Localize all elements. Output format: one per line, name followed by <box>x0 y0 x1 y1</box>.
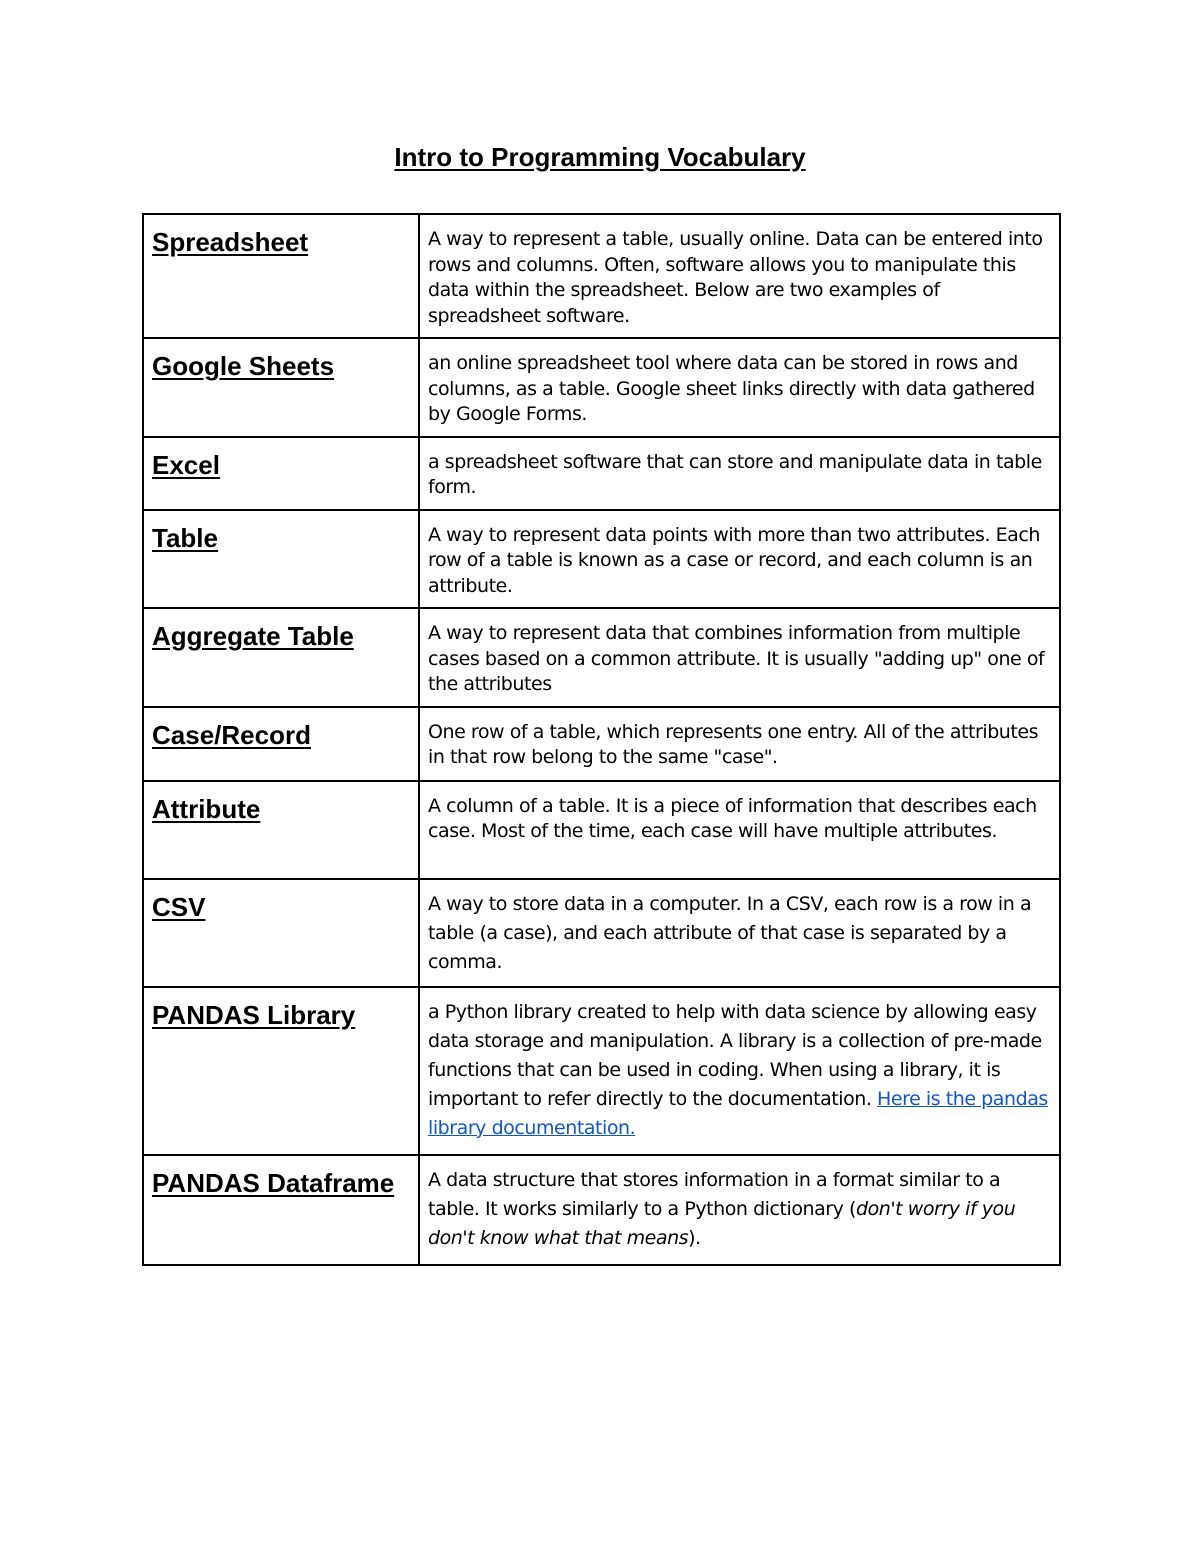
term-label: Google Sheets <box>152 351 335 381</box>
table-row <box>143 214 1060 338</box>
term-label: PANDAS Library <box>152 999 356 1030</box>
table-row <box>143 707 1060 781</box>
definition-text: A way to represent data that combines information from multiple cases based on a common attribute. It is usually "adding up" one of the attributes <box>428 622 1045 695</box>
term-label: Excel <box>152 449 220 480</box>
term-cell <box>143 437 419 510</box>
table-row <box>143 879 1060 987</box>
definition-cell <box>419 879 1060 987</box>
definition-cell <box>419 214 1060 338</box>
term-label: CSV <box>152 891 206 922</box>
definition-cell <box>419 781 1060 879</box>
definition-text: A column of a table. It is a piece of information that describes each case. Most of the time, each case will have multiple attributes. <box>428 794 1037 842</box>
table-row <box>143 1155 1060 1265</box>
definition-closing: ). <box>688 1226 701 1249</box>
pandas-documentation-link[interactable]: Here is the pandas library documentation. <box>428 1087 1048 1139</box>
definition-text <box>420 988 1059 1151</box>
definition-cell <box>419 437 1060 510</box>
table-row <box>143 510 1060 609</box>
definition-text: a spreadsheet software that can store and manipulate data in table form. <box>428 450 1042 498</box>
term-label: Aggregate Table <box>152 621 354 651</box>
term-label: Case/Record <box>152 719 311 750</box>
term-label: Spreadsheet <box>152 227 309 257</box>
definition-cell <box>419 338 1060 437</box>
term-label: Attribute <box>152 793 261 824</box>
term-cell <box>143 608 419 707</box>
table-row <box>143 987 1060 1155</box>
term-cell <box>143 707 419 781</box>
term-cell <box>143 879 419 987</box>
definition-cell <box>419 510 1060 609</box>
term-cell <box>143 510 419 609</box>
definition-text: A way to store data in a computer. In a CSV, each row is a row in a table (a case), and each attribute of that case is separated by a comma. <box>428 892 1032 973</box>
table-row <box>143 437 1060 510</box>
definition-text: One row of a table, which represents one entry. All of the attributes in that row belong to the same "case". <box>428 720 1039 768</box>
table-row <box>143 608 1060 707</box>
definition-body: a Python library created to help with data science by allowing easy data storage and manipulation. A library is a collection of pre-made functions that can be used in coding. When using a library, it is important to refer directly to the documentation. <box>428 1000 1042 1110</box>
table-row <box>143 338 1060 437</box>
definition-text: A way to represent a table, usually online. Data can be entered into rows and columns. Often, software allows you to manipulate this data within the spreadsheet. Below are two examples of spreadsheet software. <box>428 228 1043 327</box>
definition-cell <box>419 707 1060 781</box>
definition-body: A data structure that stores information in a format similar to a table. It works similarly to a Python dictionary ( <box>428 1168 1001 1220</box>
definition-italic-aside: don't worry if you don't know what that means <box>428 1197 1016 1249</box>
definition-cell <box>419 1155 1060 1265</box>
definition-cell <box>419 987 1060 1155</box>
definition-text <box>420 1156 1059 1261</box>
definition-text: an online spreadsheet tool where data can be stored in rows and columns, as a table. Google sheet links directly with data gathered by Google Forms. <box>428 352 1035 425</box>
definition-text: A way to represent data points with more than two attributes. Each row of a table is known as a case or record, and each column is an attribute. <box>428 523 1040 597</box>
page-title: Intro to Programming Vocabulary <box>394 142 806 172</box>
vocabulary-table <box>142 213 1061 1266</box>
term-label: PANDAS Dataframe <box>152 1167 395 1198</box>
term-cell <box>143 214 419 338</box>
term-cell <box>143 781 419 879</box>
term-cell <box>143 1155 419 1265</box>
table-row <box>143 781 1060 879</box>
definition-cell <box>419 608 1060 707</box>
term-label: Table <box>152 522 218 553</box>
term-cell <box>143 987 419 1155</box>
term-cell <box>143 338 419 437</box>
